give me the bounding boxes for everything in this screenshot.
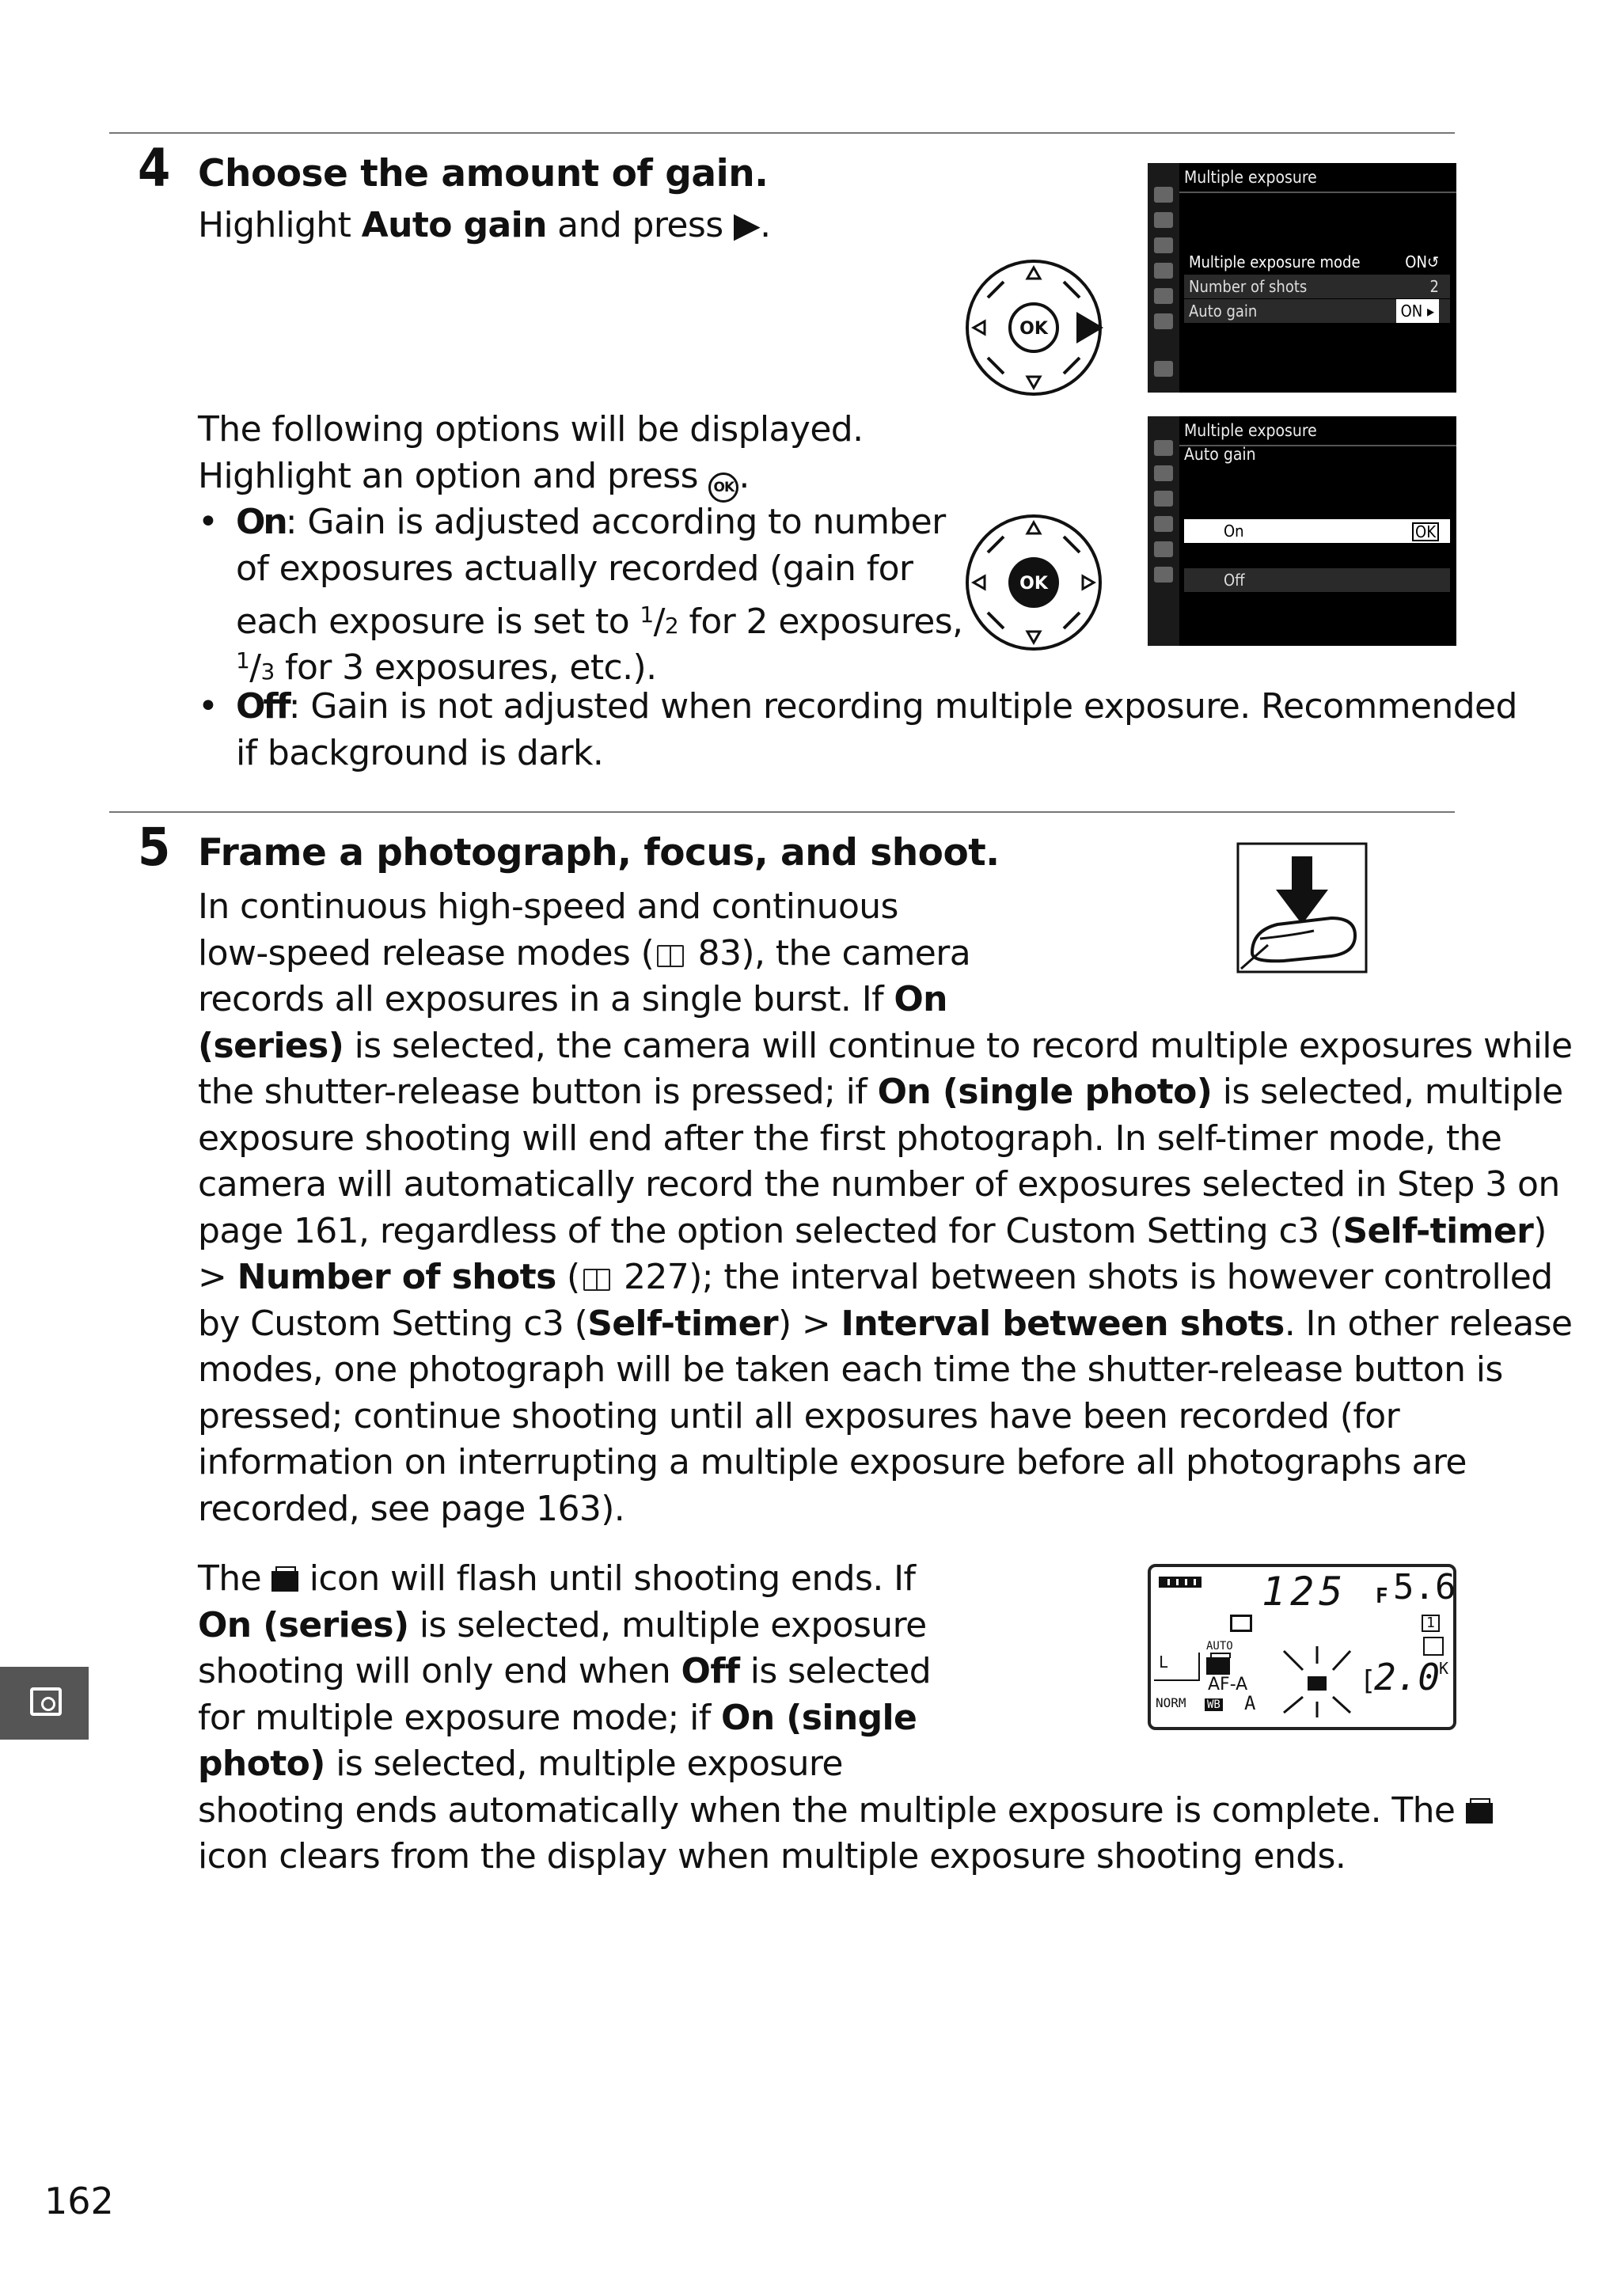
- multiple-exposure-icon: [271, 1571, 298, 1592]
- step-5-paragraph-1: In continuous high-speed and continuous low-speed release modes ( 83), the camera records all exposures in a single burst. If On (series) is selected, the camera will continue to record multiple exposures while the shutter-release button is pressed; if On (single photo) is selected, multiple exposure shooting will end after the first photograph. In self-timer mode, the camera will automatically record the number of exposures selected in Step 3 on page 161, regardless of the option selected for Custom Setting c3 (Self-timer) > Number of shots ( 227); the interval between shots is however controlled by Custom Setting c3 (Self-timer) > Interval between shots. In other release modes, one photograph will be taken each time the shutter-release button is pressed; continue shooting until all exposures have been recorded (for information on interrupting a multiple exposure before all photographs are recorded, see page 163).: [198, 886, 1573, 1529]
- shutter-speed-readout: 125: [1262, 1569, 1348, 1615]
- battery-icon: [1159, 1577, 1202, 1588]
- menu-title: Multiple exposure: [1184, 168, 1317, 187]
- multiple-exposure-icon: [1206, 1657, 1230, 1675]
- menu-subtitle: Auto gain: [1184, 445, 1256, 464]
- aperture-readout: 5.6: [1393, 1567, 1456, 1607]
- option-off-label: Off: [236, 686, 289, 727]
- camera-icon: [30, 1687, 62, 1716]
- step-4-number: 4: [138, 138, 171, 199]
- option-on-description-end: $^1$/3 for 3 exposures, etc.).: [236, 647, 657, 688]
- exposure-counter-readout: 2.0: [1374, 1656, 1441, 1698]
- menu-title: Multiple exposure: [1184, 421, 1317, 440]
- step-4-heading: Choose the amount of gain.: [198, 152, 769, 195]
- image-quality-label: NORM: [1156, 1695, 1186, 1710]
- options-line-1: The following options will be displayed.: [198, 409, 864, 450]
- multiple-exposure-icon: [1466, 1803, 1493, 1824]
- release-mode-icon: [1423, 1637, 1444, 1656]
- dial-ok-label: OK: [1019, 574, 1048, 594]
- auto-label: AUTO: [1206, 1640, 1233, 1653]
- page-reference-icon: [657, 945, 684, 967]
- control-panel-display: [1148, 1564, 1456, 1730]
- section-rule: [109, 811, 1455, 813]
- step-5-paragraph-2: The icon will flash until shooting ends. If On (series) is selected, multiple exposure shooting will only end when Off is selected for multiple exposure mode; if On (single photo) is selected, multiple exposure shooting ends automatically when the multiple exposure is complete. The icon clears from the display when multiple exposure shooting ends.: [198, 1556, 1493, 1880]
- af-mode-label: AF-A: [1208, 1675, 1248, 1694]
- step-5-heading: Frame a photograph, focus, and shoot.: [198, 831, 1000, 875]
- image-size-label: L: [1159, 1653, 1169, 1672]
- step-4-options-text: [198, 407, 864, 503]
- menu-side-tabs: [1148, 416, 1179, 646]
- shooting-section-tab[interactable]: [0, 1667, 89, 1740]
- menu-row-mode[interactable]: Multiple exposure mode ON↺: [1189, 252, 1439, 271]
- step-4-intro: Highlight Auto gain and press ▶.: [198, 205, 771, 245]
- page-reference-icon: [583, 1269, 610, 1291]
- menu-screen-auto-gain-options: [1148, 416, 1456, 646]
- ok-button-icon: OK: [708, 472, 738, 503]
- flash-burst-icon: [1277, 1646, 1357, 1717]
- options-line-2: Highlight an option and press OK .: [198, 454, 864, 503]
- menu-option-off[interactable]: Off: [1184, 568, 1450, 592]
- menu-side-tabs: [1148, 163, 1179, 393]
- wb-label: WB: [1205, 1698, 1223, 1711]
- aperture-prefix: F: [1376, 1584, 1388, 1608]
- menu-screen-auto-gain: [1148, 163, 1456, 393]
- option-on-label: On: [236, 502, 286, 542]
- top-rule: [109, 132, 1455, 134]
- counter-suffix: K: [1439, 1659, 1449, 1678]
- metering-icon: [1230, 1615, 1252, 1632]
- menu-row-shots[interactable]: Number of shots 2: [1184, 275, 1450, 298]
- frame-count-icon: 1: [1422, 1615, 1440, 1632]
- option-on-description: On: Gain is adjusted according to number of exposures actually recorded (gain for each exposure is set to $^1$/2 for 2 exposures,: [236, 502, 963, 642]
- dial-ok-label: OK: [1019, 319, 1048, 339]
- multi-selector-right-icon: [964, 258, 1103, 397]
- page-number: 162: [44, 2180, 114, 2222]
- bullet-dot-off: •: [198, 686, 218, 727]
- option-off-description: Off: Gain is not adjusted when recording multiple exposure. Recommended if background is dark.: [236, 686, 1517, 773]
- wb-value: A: [1244, 1692, 1256, 1714]
- menu-option-on[interactable]: On OK: [1184, 519, 1450, 543]
- step-5-number: 5: [138, 817, 171, 878]
- bracket-glyph: [: [1360, 1665, 1376, 1697]
- bullet-dot-on: •: [198, 502, 218, 542]
- menu-row-auto-gain[interactable]: Auto gain ON ▸: [1184, 299, 1450, 323]
- multi-selector-ok-icon: [964, 513, 1103, 652]
